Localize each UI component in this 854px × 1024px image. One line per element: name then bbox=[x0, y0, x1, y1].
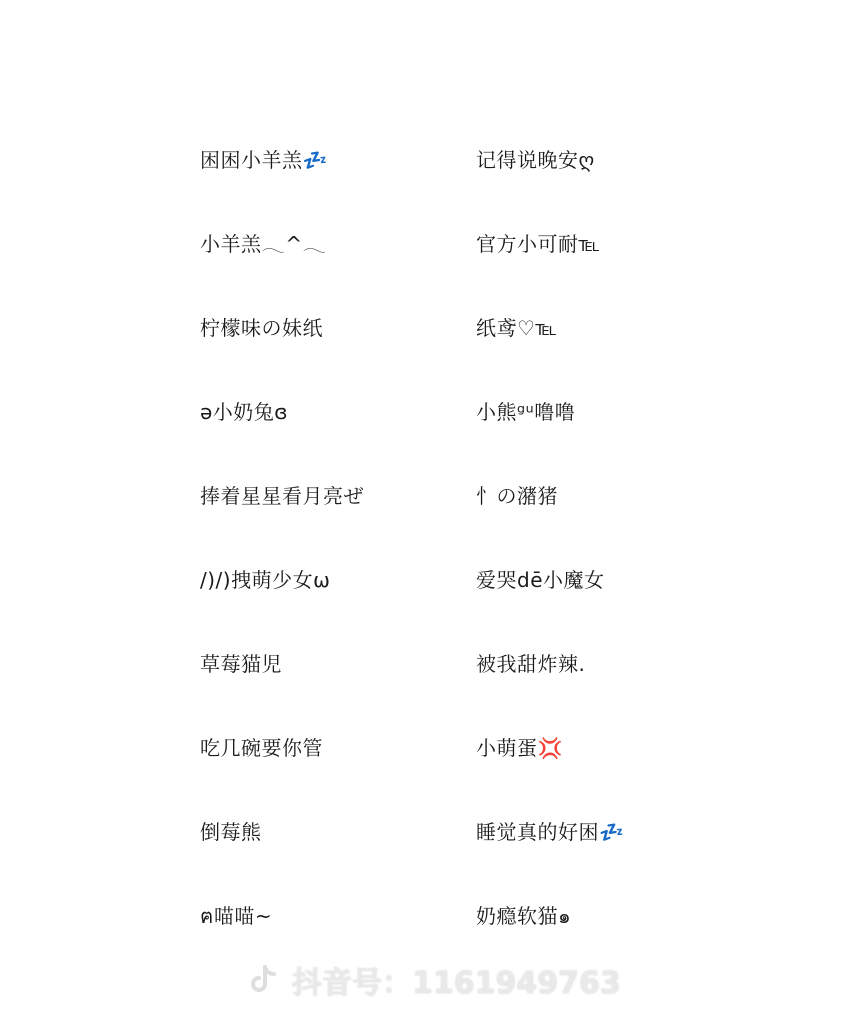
right-name-column bbox=[476, 140, 776, 980]
name-item: 官方小可耐℡ bbox=[476, 232, 601, 256]
name-item: 捧着星星看月亮ぜ bbox=[200, 484, 364, 508]
name-item: 记得说晚安ღ bbox=[476, 148, 595, 172]
name-item: 爱哭dē小魔女 bbox=[476, 568, 605, 592]
name-item: 忄の潴猪 bbox=[476, 484, 558, 508]
name-item: 小熊ᵍᵘ噜噜 bbox=[476, 400, 576, 424]
name-item: 纸鸢♡℡ bbox=[476, 316, 558, 340]
name-item: ə小奶兔ɞ bbox=[200, 400, 289, 424]
douyin-watermark bbox=[246, 958, 621, 1002]
douyin-logo-icon bbox=[246, 962, 282, 998]
name-item: 柠檬味の妹纸 bbox=[200, 316, 323, 340]
name-item: /)/)拽萌少女ω bbox=[200, 568, 331, 592]
name-item: 草莓猫児 bbox=[200, 652, 282, 676]
name-item: 奶瘾软猫๑ bbox=[476, 904, 572, 928]
name-item: 倒莓熊 bbox=[200, 820, 262, 844]
name-item: ฅ喵喵~ bbox=[200, 904, 273, 928]
watermark-text: 抖音号：1161949763 bbox=[292, 966, 621, 1001]
name-item: 困困小羊羔💤 bbox=[200, 148, 328, 172]
name-item: 睡觉真的好困💤 bbox=[476, 820, 625, 844]
name-item: 小萌蛋💢 bbox=[476, 736, 563, 760]
name-item: 被我甜炸辣. bbox=[476, 652, 586, 676]
name-item: 吃几碗要你管 bbox=[200, 736, 323, 760]
name-item: 小羊羔𓂃^𓂃 bbox=[200, 232, 327, 256]
left-name-column bbox=[200, 140, 500, 980]
